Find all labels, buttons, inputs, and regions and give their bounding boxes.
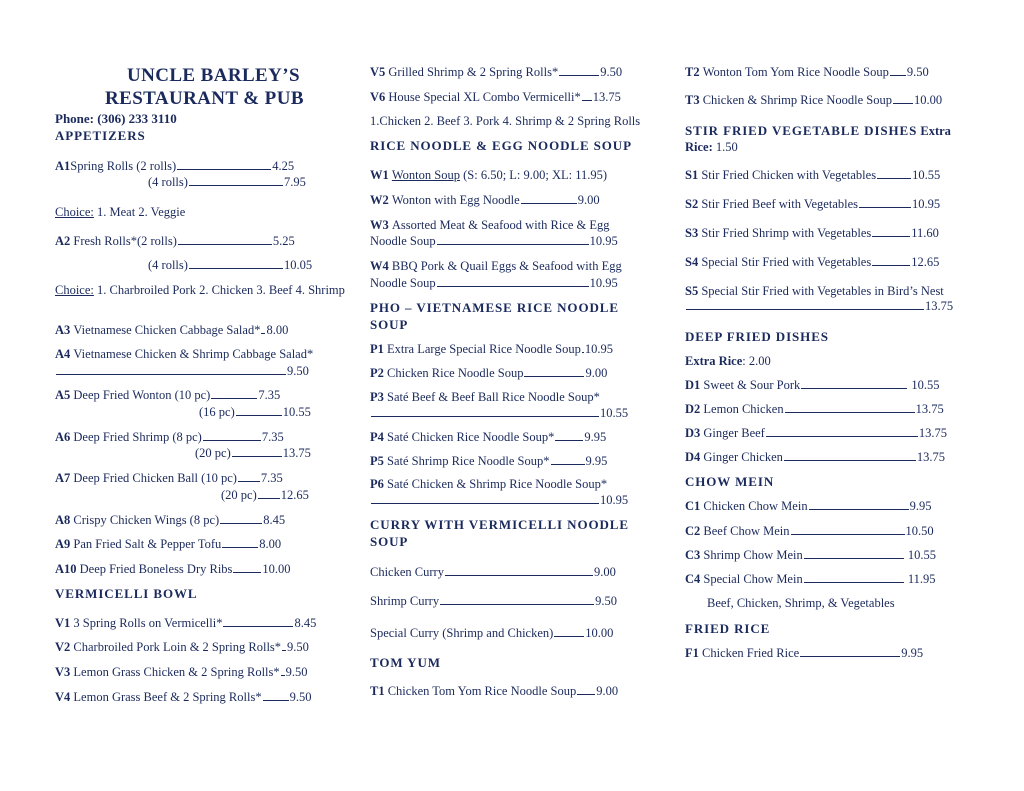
- item-price: 10.55: [282, 405, 311, 419]
- stir-fried-heading: STIR FRIED VEGETABLE DISHES: [685, 123, 918, 138]
- item-code: A9: [55, 537, 71, 551]
- item-name: (20 pc): [221, 488, 257, 502]
- item-price: 10.50: [905, 524, 934, 538]
- menu-item-p2: [370, 366, 607, 381]
- menu-item-d3: [685, 426, 947, 441]
- item-name: Fresh Rolls*(2 rolls): [73, 234, 177, 248]
- restaurant-name-line2: RESTAURANT & PUB: [105, 88, 304, 109]
- deep-fried-extra-rice: [685, 354, 771, 369]
- tom-yum-heading: TOM YUM: [370, 655, 441, 670]
- item-price: 9.00: [596, 684, 619, 698]
- item-name: Stir Fried Chicken with Vegetables: [701, 168, 877, 182]
- item-price: 7.95: [283, 175, 306, 189]
- item-name: Ginger Chicken: [703, 450, 783, 464]
- item-code: A4: [55, 347, 71, 361]
- menu-item-a8: [55, 513, 285, 528]
- item-name: Saté Beef & Beef Ball Rice Noodle Soup*: [387, 390, 600, 404]
- item-price: 10.55: [907, 548, 936, 562]
- deep-fried-heading: DEEP FRIED DISHES: [685, 329, 829, 344]
- menu-item-v6: [370, 90, 621, 105]
- item-name: Noodle Soup: [370, 276, 436, 290]
- item-price: 9.50: [287, 640, 309, 654]
- menu-item-v5: [370, 65, 622, 80]
- choice-text: 1. Meat 2. Veggie: [93, 205, 186, 219]
- item-price: 12.65: [280, 488, 309, 502]
- vermicelli-heading: VERMICELLI BOWL: [55, 586, 198, 601]
- extra-rice-price: : 2.00: [742, 354, 771, 368]
- item-price: 13.75: [282, 446, 311, 460]
- menu-item-a10: [55, 562, 291, 577]
- item-code: A5: [55, 388, 71, 402]
- item-price: 8.00: [259, 537, 282, 551]
- stir-fried-heading-line: [685, 123, 951, 139]
- item-code: W3: [370, 218, 389, 232]
- stir-fried-extra-rice: [685, 140, 738, 155]
- item-code: C1: [685, 499, 701, 513]
- phone-number: Phone: (306) 233 3110: [55, 111, 177, 126]
- item-name: (20 pc): [195, 446, 231, 460]
- menu-item-c4: [685, 572, 936, 587]
- item-name: House Special XL Combo Vermicelli*: [388, 90, 581, 104]
- menu-item-a6-alt: [195, 446, 311, 461]
- item-name: Vietnamese Chicken & Shrimp Cabbage Salad*: [73, 347, 314, 361]
- menu-item-s2: [685, 197, 940, 212]
- menu-item-a2-alt: [148, 258, 312, 273]
- item-code: W1: [370, 168, 389, 182]
- item-name: Deep Fried Chicken Ball (10 pc): [73, 471, 237, 485]
- item-code: P2: [370, 366, 384, 380]
- item-code: V5: [370, 65, 386, 79]
- menu-item-s1: [685, 168, 940, 183]
- menu-item-p1: [370, 342, 613, 357]
- item-price: 12.65: [911, 255, 940, 269]
- menu-item-s5-price-line: [685, 299, 953, 314]
- item-price: 10.95: [912, 197, 941, 211]
- item-name: (4 rolls): [148, 258, 188, 272]
- pho-heading-line1: PHO – VIETNAMESE RICE NOODLE: [370, 300, 619, 315]
- menu-item-w4-line2: [370, 276, 618, 291]
- item-price: 9.50: [906, 65, 929, 79]
- item-name: Charbroiled Pork Loin & 2 Spring Rolls*: [73, 640, 282, 654]
- menu-item-w1: [370, 168, 607, 183]
- v6-options: 1.Chicken 2. Beef 3. Pork 4. Shrimp & 2 Spring Rolls: [370, 114, 641, 128]
- stir-extra-label: Extra: [920, 124, 951, 138]
- item-code: D1: [685, 378, 701, 392]
- item-price: 13.75: [925, 299, 954, 313]
- item-code: T1: [370, 684, 385, 698]
- item-name: Special Stir Fried with Vegetables in Bird’s Nest: [701, 284, 944, 298]
- menu-item-a7-alt: [221, 488, 309, 503]
- item-name: Chicken Curry: [370, 565, 444, 579]
- menu-item-p5: [370, 454, 607, 469]
- item-name: Saté Chicken & Shrimp Rice Noodle Soup*: [387, 477, 608, 491]
- item-name: Sweet & Sour Pork: [703, 378, 801, 392]
- item-code: V4: [55, 690, 71, 704]
- extra-rice-label: Rice:: [685, 140, 713, 154]
- item-price: 13.75: [915, 402, 944, 416]
- fried-rice-heading: FRIED RICE: [685, 621, 771, 636]
- item-name: (16 pc): [199, 405, 235, 419]
- item-code: A2: [55, 234, 71, 248]
- item-code: C3: [685, 548, 701, 562]
- menu-item-a5: [55, 388, 280, 403]
- menu-item-a9: [55, 537, 281, 552]
- item-code: C2: [685, 524, 701, 538]
- item-code: W2: [370, 193, 389, 207]
- menu-item-p6: [370, 477, 607, 492]
- item-price: 8.45: [294, 616, 317, 630]
- item-name: Pan Fried Salt & Pepper Tofu: [73, 537, 222, 551]
- item-name: Crispy Chicken Wings (8 pc): [73, 513, 220, 527]
- menu-item-v4: [55, 690, 311, 705]
- menu-item-c1: [685, 499, 931, 514]
- item-price: 13.75: [918, 426, 947, 440]
- menu-item-curry2: [370, 594, 617, 609]
- c4-note: Beef, Chicken, Shrimp, & Vegetables: [707, 596, 895, 610]
- menu-item-d1: [685, 378, 940, 393]
- item-price: 9.50: [595, 594, 617, 608]
- item-code: A3: [55, 323, 71, 337]
- item-price: 9.95: [909, 499, 932, 513]
- appetizers-heading: APPETIZERS: [55, 128, 146, 143]
- choice-text: 1. Charbroiled Pork 2. Chicken 3. Beef 4. Shrimp: [93, 283, 345, 297]
- item-code: A8: [55, 513, 71, 527]
- item-name: Shrimp Curry: [370, 594, 440, 608]
- item-name: Chicken Rice Noodle Soup: [387, 366, 524, 380]
- item-name: BBQ Pork & Quail Eggs & Seafood with Egg: [391, 259, 622, 273]
- menu-item-p4: [370, 430, 606, 445]
- item-name: Special Stir Fried with Vegetables: [701, 255, 872, 269]
- item-price: 9.50: [287, 364, 309, 378]
- menu-item-p3: [370, 390, 600, 405]
- menu-item-a4: [55, 347, 313, 362]
- menu-item-w2: [370, 193, 600, 208]
- item-name: Wonton Tom Yom Rice Noodle Soup: [702, 65, 889, 79]
- item-code: V3: [55, 665, 71, 679]
- item-code: P5: [370, 454, 384, 468]
- item-name: Special Chow Mein: [703, 572, 803, 586]
- item-name: Saté Chicken Rice Noodle Soup*: [387, 430, 555, 444]
- menu-item-a1-alt: [148, 175, 306, 190]
- item-name: Deep Fried Wonton (10 pc): [73, 388, 211, 402]
- item-code: D2: [685, 402, 701, 416]
- item-name: Lemon Grass Chicken & 2 Spring Rolls*: [73, 665, 280, 679]
- curry-heading-line1: CURRY WITH VERMICELLI NOODLE: [370, 517, 629, 532]
- item-code: S2: [685, 197, 699, 211]
- menu-item-c3: [685, 548, 936, 563]
- menu-item-a6: [55, 430, 284, 445]
- item-name: Saté Shrimp Rice Noodle Soup*: [387, 454, 550, 468]
- menu-item-w3: [370, 218, 610, 233]
- item-code: P1: [370, 342, 384, 356]
- menu-item-a7: [55, 471, 283, 486]
- item-name: Wonton with Egg Noodle: [391, 193, 520, 207]
- menu-item-a2: [55, 234, 295, 249]
- item-price: 8.45: [263, 513, 286, 527]
- item-name: Grilled Shrimp & 2 Spring Rolls*: [388, 65, 559, 79]
- menu-item-f1: [685, 646, 923, 661]
- item-price: 10.55: [912, 168, 941, 182]
- item-code: D4: [685, 450, 701, 464]
- item-code: T3: [685, 93, 700, 107]
- item-name: Chicken Fried Rice: [702, 646, 800, 660]
- item-code: S3: [685, 226, 699, 240]
- menu-item-a1: [55, 159, 294, 174]
- item-code: A10: [55, 562, 77, 576]
- item-name: Chicken & Shrimp Rice Noodle Soup: [702, 93, 892, 107]
- item-name: Extra Large Special Rice Noodle Soup: [387, 342, 581, 356]
- item-name: Lemon Chicken: [703, 402, 784, 416]
- item-code: A6: [55, 430, 71, 444]
- extra-rice-price: 1.50: [712, 140, 738, 154]
- item-price: 10.95: [584, 342, 613, 356]
- choice-note-a2: [55, 283, 345, 298]
- menu-item-t2: [685, 65, 929, 80]
- item-price: 10.95: [589, 234, 618, 248]
- item-code: P4: [370, 430, 384, 444]
- item-name: Beef Chow Mein: [703, 524, 790, 538]
- item-price: 10.95: [600, 493, 629, 507]
- menu-item-a5-alt: [199, 405, 311, 420]
- extra-rice-label: Extra Rice: [685, 354, 743, 368]
- menu-item-w3-line2: [370, 234, 618, 249]
- item-price: 10.95: [589, 276, 618, 290]
- item-price: 9.95: [584, 430, 607, 444]
- item-code: A7: [55, 471, 71, 485]
- menu-item-t1: [370, 684, 618, 699]
- item-code: P6: [370, 477, 384, 491]
- item-code: S5: [685, 284, 699, 298]
- item-price: 9.95: [901, 646, 924, 660]
- menu-item-curry1: [370, 565, 616, 580]
- item-price: 7.35: [258, 388, 281, 402]
- item-price: 9.00: [577, 193, 600, 207]
- menu-item-v2: [55, 640, 309, 655]
- menu-item-curry3: [370, 626, 613, 641]
- item-name: Chicken Chow Mein: [703, 499, 808, 513]
- menu-item-p3-price-line: [370, 406, 628, 421]
- item-price: 10.55: [600, 406, 629, 420]
- menu-item-d4: [685, 450, 945, 465]
- menu-item-a3: [55, 323, 288, 338]
- item-price: 10.55: [911, 378, 940, 392]
- item-code: V6: [370, 90, 386, 104]
- choice-note-a1: [55, 205, 185, 220]
- item-name: Wonton Soup: [391, 168, 460, 182]
- menu-item-c2: [685, 524, 934, 539]
- item-price: 8.00: [266, 323, 289, 337]
- menu-item-v3: [55, 665, 308, 680]
- item-code: V2: [55, 640, 71, 654]
- item-price: 9.95: [585, 454, 608, 468]
- item-name: Special Curry (Shrimp and Chicken): [370, 626, 554, 640]
- item-code: F1: [685, 646, 699, 660]
- item-name: (4 rolls): [148, 175, 188, 189]
- choice-label: Choice:: [55, 283, 94, 297]
- item-code: S4: [685, 255, 699, 269]
- item-price: 10.00: [913, 93, 943, 107]
- item-name: Shrimp Chow Mein: [703, 548, 803, 562]
- item-price: 10.00: [262, 562, 291, 576]
- pho-heading-line2: SOUP: [370, 317, 409, 332]
- item-name: Chicken Tom Yom Rice Noodle Soup: [387, 684, 577, 698]
- item-price: 5.25: [272, 234, 295, 248]
- item-price: 13.75: [916, 450, 946, 464]
- item-sizes: (S: 6.50; L: 9.00; XL: 11.95): [459, 168, 608, 182]
- item-price: 11.95: [907, 572, 936, 586]
- item-price: 9.50: [289, 690, 312, 704]
- item-name: Lemon Grass Beef & 2 Spring Rolls*: [73, 690, 262, 704]
- item-price: 9.00: [593, 565, 616, 579]
- menu-item-s3: [685, 226, 939, 241]
- item-price: 9.50: [600, 65, 623, 79]
- item-name: Ginger Beef: [703, 426, 765, 440]
- item-name: Stir Fried Beef with Vegetables: [701, 197, 859, 211]
- item-name: Noodle Soup: [370, 234, 436, 248]
- item-code: A1: [55, 159, 71, 173]
- item-code: V1: [55, 616, 71, 630]
- chow-mein-heading: CHOW MEIN: [685, 474, 775, 489]
- item-code: C4: [685, 572, 701, 586]
- item-name: Spring Rolls (2 rolls): [70, 159, 177, 173]
- item-code: P3: [370, 390, 384, 404]
- item-price: 7.35: [261, 430, 284, 444]
- menu-item-t3: [685, 93, 942, 108]
- item-name: Stir Fried Shrimp with Vegetables: [701, 226, 872, 240]
- item-code: T2: [685, 65, 700, 79]
- item-name: Assorted Meat & Seafood with Rice & Egg: [391, 218, 610, 232]
- item-price: 9.00: [585, 366, 608, 380]
- item-price: 10.05: [283, 258, 313, 272]
- menu-item-w4: [370, 259, 622, 274]
- curry-heading-line2: SOUP: [370, 534, 409, 549]
- choice-label: Choice:: [55, 205, 94, 219]
- item-price: 10.00: [585, 626, 614, 640]
- item-code: D3: [685, 426, 701, 440]
- menu-item-s5: [685, 284, 944, 299]
- item-name: Vietnamese Chicken Cabbage Salad*: [73, 323, 261, 337]
- item-price: 7.35: [260, 471, 283, 485]
- rice-noodle-heading: RICE NOODLE & EGG NOODLE SOUP: [370, 138, 632, 153]
- menu-item-a4-price-line: [55, 364, 309, 379]
- item-name: Deep Fried Shrimp (8 pc): [73, 430, 202, 444]
- item-name: Deep Fried Boneless Dry Ribs: [79, 562, 233, 576]
- menu-item-v1: [55, 616, 316, 631]
- menu-item-s4: [685, 255, 939, 270]
- item-price: 13.75: [592, 90, 621, 104]
- item-price: 4.25: [272, 159, 295, 173]
- item-code: S1: [685, 168, 699, 182]
- item-name: 3 Spring Rolls on Vermicelli*: [73, 616, 223, 630]
- menu-item-p6-price-line: [370, 493, 628, 508]
- item-price: 11.60: [911, 226, 939, 240]
- item-code: W4: [370, 259, 389, 273]
- menu-item-d2: [685, 402, 944, 417]
- item-price: 9.50: [285, 665, 308, 679]
- restaurant-name-line1: UNCLE BARLEY’S: [127, 65, 300, 86]
